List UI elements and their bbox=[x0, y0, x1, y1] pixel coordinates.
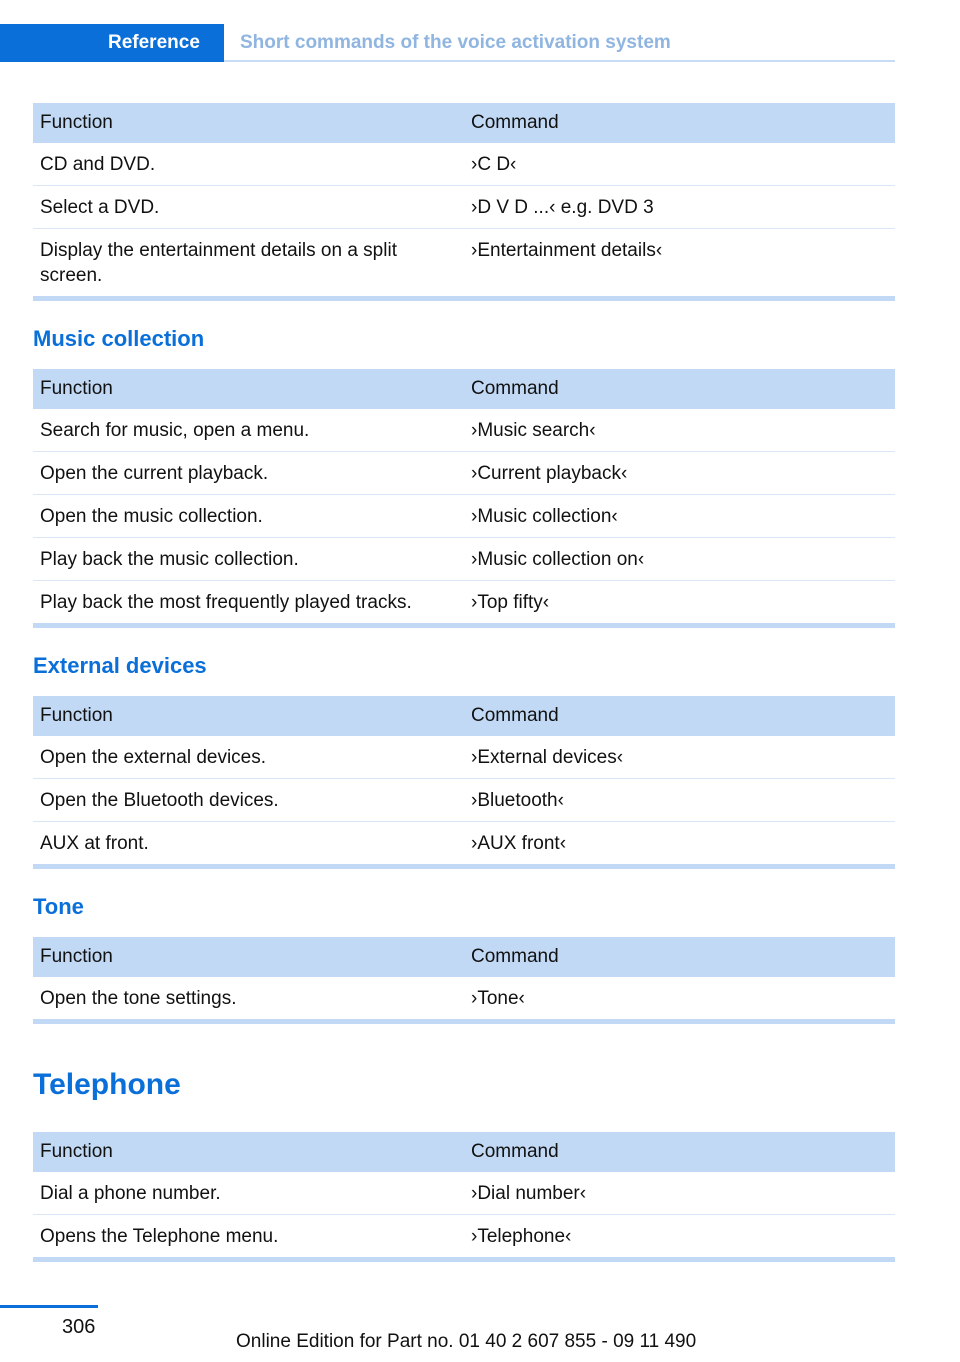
command-column-header: Command bbox=[464, 937, 895, 977]
function-cell: Search for music, open a menu. bbox=[33, 409, 464, 452]
table-row bbox=[33, 229, 895, 297]
function-cell: Open the current playback. bbox=[33, 452, 464, 495]
function-cell: Opens the Telephone menu. bbox=[40, 1226, 279, 1247]
command-table bbox=[33, 696, 895, 864]
function-cell: Play back the most frequently played tracks. bbox=[40, 592, 412, 613]
table-row bbox=[33, 779, 895, 822]
page-content bbox=[33, 103, 895, 1262]
table-row bbox=[33, 1172, 895, 1215]
command-cell: ›D V D ...‹ e.g. DVD 3 bbox=[464, 186, 895, 229]
command-cell: ›Entertainment details‹ bbox=[471, 240, 663, 261]
function-cell: Dial a phone number. bbox=[33, 1172, 464, 1215]
table-row bbox=[33, 143, 895, 186]
table-row bbox=[33, 977, 895, 1019]
command-cell: ›Tone‹ bbox=[471, 988, 525, 1009]
command-cell: ›Top fifty‹ bbox=[471, 592, 550, 613]
table-row bbox=[33, 736, 895, 779]
table-header-row bbox=[33, 1132, 895, 1172]
command-table bbox=[33, 1132, 895, 1257]
command-cell: ›Music collection‹ bbox=[464, 495, 895, 538]
table-row bbox=[33, 538, 895, 581]
table-block-tone bbox=[33, 869, 895, 1024]
function-cell: Open the tone settings. bbox=[40, 988, 237, 1009]
function-cell: AUX at front. bbox=[40, 833, 149, 854]
command-cell: ›External devices‹ bbox=[464, 736, 895, 779]
command-cell: ›AUX front‹ bbox=[471, 833, 567, 854]
command-column-header: Command bbox=[464, 103, 895, 143]
command-cell: ›Telephone‹ bbox=[471, 1226, 572, 1247]
command-table bbox=[33, 103, 895, 296]
command-cell: ›Dial number‹ bbox=[464, 1172, 895, 1215]
section-heading: Tone bbox=[33, 894, 84, 919]
command-column-header: Command bbox=[464, 1132, 895, 1172]
command-table bbox=[33, 937, 895, 1019]
command-cell: ›Music collection on‹ bbox=[464, 538, 895, 581]
function-cell: Open the Bluetooth devices. bbox=[33, 779, 464, 822]
table-block-telephone bbox=[33, 1024, 895, 1262]
function-column-header: Function bbox=[33, 696, 464, 736]
section-tab: Reference bbox=[0, 24, 224, 62]
command-table bbox=[33, 369, 895, 623]
chapter-heading: Telephone bbox=[33, 1068, 181, 1101]
function-column-header: Function bbox=[33, 103, 464, 143]
table-block-external-devices bbox=[33, 628, 895, 869]
table-row bbox=[33, 495, 895, 538]
function-cell: Select a DVD. bbox=[33, 186, 464, 229]
table-block-music-collection bbox=[33, 301, 895, 628]
function-cell: CD and DVD. bbox=[33, 143, 464, 186]
function-column-header: Function bbox=[33, 369, 464, 409]
function-cell: Play back the music collection. bbox=[33, 538, 464, 581]
command-column-header: Command bbox=[464, 369, 895, 409]
command-column-header: Command bbox=[464, 696, 895, 736]
table-row bbox=[33, 581, 895, 624]
footer-rule bbox=[0, 1305, 98, 1308]
table-block-entertainment bbox=[33, 103, 895, 301]
table-row bbox=[33, 822, 895, 865]
table-header-row bbox=[33, 369, 895, 409]
table-header-row bbox=[33, 103, 895, 143]
page-number: 306 bbox=[62, 1316, 96, 1338]
command-cell: ›Bluetooth‹ bbox=[464, 779, 895, 822]
edition-note: Online Edition for Part no. 01 40 2 607 855 - 09 11 490 bbox=[236, 1331, 697, 1352]
header-rule bbox=[224, 60, 895, 62]
command-cell: ›Current playback‹ bbox=[464, 452, 895, 495]
page-header bbox=[0, 24, 895, 62]
function-cell: Open the external devices. bbox=[33, 736, 464, 779]
table-header-row bbox=[33, 937, 895, 977]
function-column-header: Function bbox=[33, 937, 464, 977]
table-row bbox=[33, 1215, 895, 1258]
table-row bbox=[33, 452, 895, 495]
table-row bbox=[33, 409, 895, 452]
function-cell: Display the entertainment details on a split screen. bbox=[40, 240, 397, 286]
command-cell: ›C D‹ bbox=[464, 143, 895, 186]
command-cell: ›Music search‹ bbox=[464, 409, 895, 452]
function-column-header: Function bbox=[33, 1132, 464, 1172]
section-heading: Music collection bbox=[33, 326, 205, 351]
table-end-rule bbox=[33, 1257, 895, 1262]
function-cell: Open the music collection. bbox=[33, 495, 464, 538]
table-header-row bbox=[33, 696, 895, 736]
header-title: Short commands of the voice activation system bbox=[240, 32, 671, 53]
table-row bbox=[33, 186, 895, 229]
section-heading: External devices bbox=[33, 653, 207, 678]
